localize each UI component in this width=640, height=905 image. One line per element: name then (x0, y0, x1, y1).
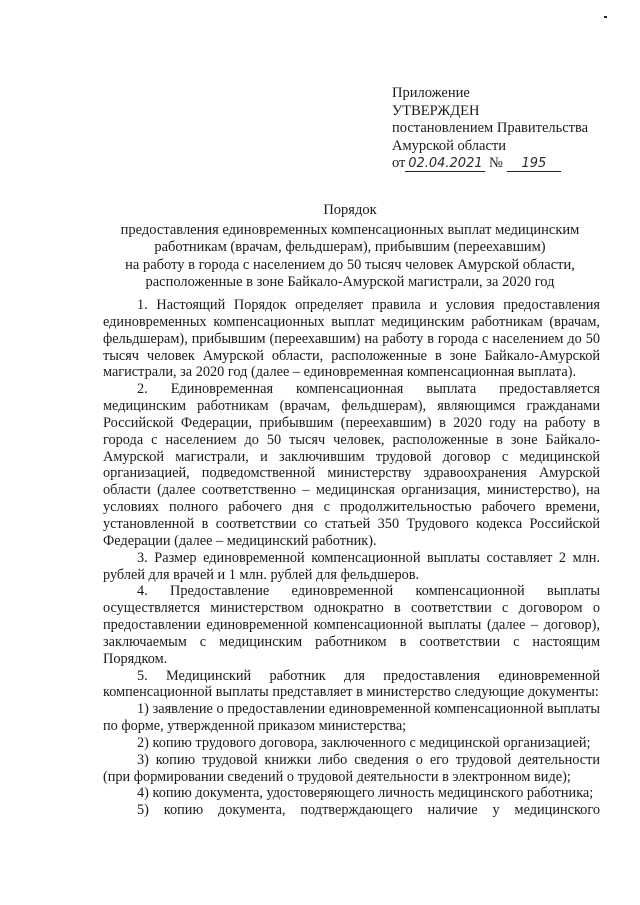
paragraph-1: 1. Настоящий Порядок определяет правила и условия предоставления единовременных компенсационных выплат медицинским работникам (врачам, фельдшерам), прибывшим (переехавшим) на работу в города с населением до 50 тысяч человек Амурской области, расположенные в зоне Байкало-Амурской магистрали, за 2020 год (далее – единовременная компенсационная выплата). (103, 297, 600, 381)
list-item-2: 2) копию трудового договора, заключенного с медицинской организацией; (137, 734, 591, 751)
approval-approved: УТВЕРЖДЕН (392, 102, 480, 119)
scan-mark (604, 16, 607, 18)
approval-region: Амурской области (392, 137, 506, 154)
approval-appendix: Приложение (392, 85, 470, 101)
document-body (103, 297, 600, 819)
title-line: расположенные в зоне Байкало-Амурской магистрали, за 2020 год (145, 274, 555, 290)
paragraph-3: 3. Размер единовременной компенсационной выплаты составляет 2 млн. рублей для врачей и 1 млн. рублей для фельдшеров. (103, 549, 600, 583)
handwritten-date: 02.04.2021 (405, 156, 485, 172)
handwritten-number: 195 (507, 156, 561, 172)
date-prefix: от (392, 155, 406, 171)
approval-resolution: постановлением Правительства (392, 120, 589, 136)
title-line: на работу в города с населением до 50 тысяч человек Амурской области, (125, 256, 575, 273)
number-sign: № (489, 155, 503, 171)
paragraph-4: 4. Предоставление единовременной компенсационной выплаты осуществляется министерством однократно в соответствии с договором о предоставлении единовременной компенсационной выплаты (далее – договор), заключаемым с медицинским работником в соответствии с настоящим Порядком. (103, 583, 600, 667)
paragraph-5: 5. Медицинский работник для предоставления единовременной компенсационной выплаты представляет в министерство следующие документы: (103, 667, 600, 701)
paragraph-2: 2. Единовременная компенсационная выплата предоставляется медицинским работникам (врачам, фельдшерам), являющимся гражданами Российской Федерации, прибывшим (переехавшим) в 2020 году на работу в города с населением до 50 тысяч человек, расположенные в зоне Байкало-Амурской магистрали, и заключившим трудовой договор с медицинской организацией, подведомственной министерству здравоохранения Амурской области (далее соответственно – медицинская организация, министерство), на условиях полного рабочего дня с продолжительностью рабочего времени, установленной в соответствии со статьей 350 Трудового кодекса Российской Федерации (далее – медицинский работник). (103, 381, 600, 549)
list-item-1: 1) заявление о предоставлении единовременной компенсационной выплаты по форме, утвержденной приказом министерства; (103, 701, 600, 735)
approval-date-number (392, 155, 622, 173)
list-item-3: 3) копию трудовой книжки либо сведения о его трудовой деятельности (при формировании сведений о трудовой деятельности в электронном виде); (103, 751, 600, 785)
approval-block (392, 85, 622, 173)
document-title (100, 202, 600, 292)
list-item-4: 4) копию документа, удостоверяющего личность медицинского работника; (137, 785, 594, 802)
title-heading: Порядок (323, 202, 377, 218)
title-line: работникам (врачам, фельдшерам), прибывшим (переехавшим) (154, 239, 546, 255)
title-line: предоставления единовременных компенсационных выплат медицинским (120, 221, 580, 238)
list-item-5: 5) копию документа, подтверждающего наличие у медицинского (137, 802, 600, 819)
